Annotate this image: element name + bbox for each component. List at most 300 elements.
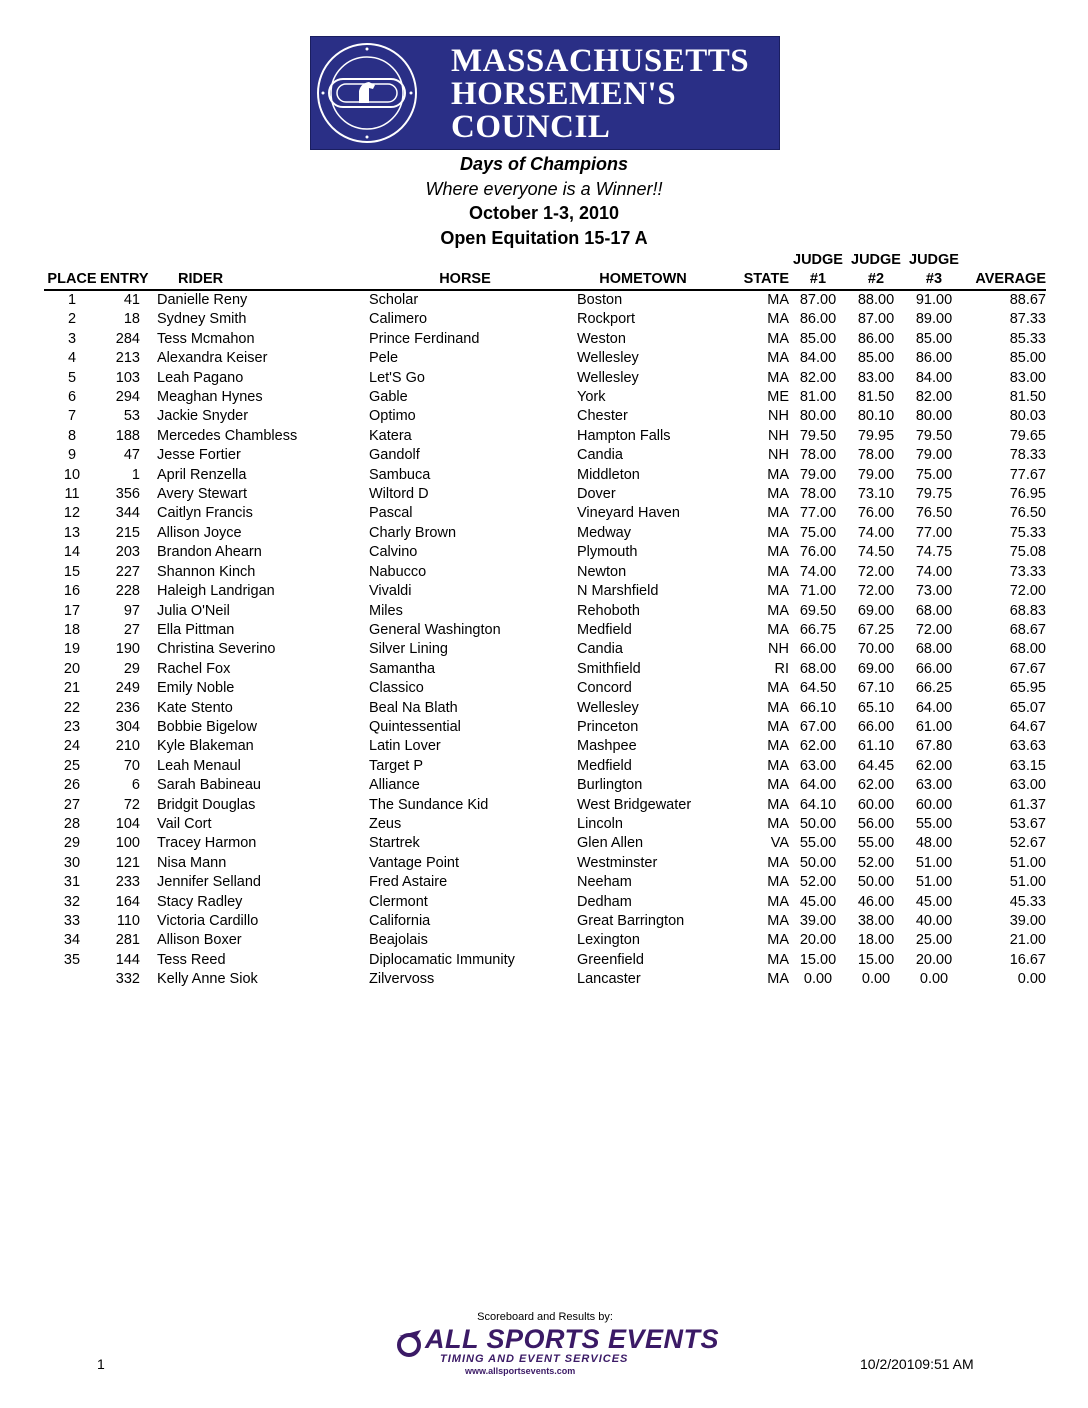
- judge-1-score: 79.00: [799, 466, 837, 483]
- average-score: 0.00: [1017, 971, 1046, 988]
- place-cell: 31: [63, 874, 81, 891]
- average-score: 21.00: [1009, 932, 1046, 949]
- place-cell: 5: [67, 369, 77, 386]
- judge-2-score: 87.00: [857, 311, 895, 328]
- rider-cell: Jesse Fortier: [157, 447, 241, 464]
- average-score: 75.08: [1009, 544, 1046, 561]
- average-score: 39.00: [1009, 913, 1046, 929]
- table-row: [44, 737, 1046, 756]
- average-score: 83.00: [1009, 369, 1046, 386]
- place-cell: 2: [67, 311, 77, 328]
- entry-cell: 203: [115, 544, 140, 561]
- average-score: 63.15: [1009, 757, 1046, 774]
- place-cell: 14: [63, 544, 81, 561]
- page-number: 1: [97, 1356, 105, 1372]
- table-row: [44, 621, 1046, 640]
- council-banner: [310, 36, 780, 150]
- state-cell: MA: [767, 369, 789, 386]
- rider-cell: Leah Menaul: [157, 757, 241, 774]
- rider-cell: Bridgit Douglas: [157, 796, 256, 813]
- hometown-cell: Concord: [577, 680, 632, 697]
- horse-cell: Wiltord D: [369, 486, 429, 503]
- average-score: 76.50: [1009, 505, 1046, 522]
- rider-cell: Brandon Ahearn: [157, 544, 262, 561]
- judge-1-score: 79.50: [799, 427, 837, 444]
- rider-cell: Shannon Kinch: [157, 563, 256, 580]
- col-horse: HORSE: [361, 270, 569, 290]
- rider-cell: Ella Pittman: [157, 621, 235, 638]
- horse-cell: Pele: [369, 350, 399, 367]
- hometown-cell: Wellesley: [577, 369, 639, 386]
- judge-3-score: 85.00: [915, 330, 953, 347]
- horse-cell: Gable: [369, 389, 408, 406]
- hometown-cell: Burlington: [577, 777, 643, 794]
- entry-cell: 110: [116, 913, 140, 929]
- table-row: [44, 776, 1046, 795]
- judge-1-score: 39.00: [799, 913, 837, 929]
- average-score: 85.00: [1009, 350, 1046, 367]
- horse-cell: Silver Lining: [369, 641, 448, 658]
- judge-2-score: 74.50: [857, 544, 895, 561]
- average-score: 63.63: [1009, 738, 1046, 755]
- average-score: 61.37: [1009, 796, 1046, 813]
- judge-3-score: 74.75: [915, 544, 953, 561]
- rider-cell: Rachel Fox: [157, 660, 231, 677]
- place-cell: 12: [63, 505, 81, 522]
- judge-1-score: 85.00: [799, 330, 837, 347]
- judge-2-score: 88.00: [857, 292, 895, 308]
- table-row: [44, 854, 1046, 873]
- average-score: 88.67: [1009, 292, 1046, 308]
- entry-cell: 103: [115, 369, 140, 386]
- judge-2-score: 56.00: [857, 815, 895, 832]
- judge-3-score: 67.80: [915, 738, 953, 755]
- horse-cell: Clermont: [369, 893, 428, 910]
- table-row: [44, 543, 1046, 562]
- horse-cell: Classico: [369, 680, 424, 697]
- banner-line-1: MASSACHUSETTS: [451, 43, 750, 79]
- judge-3-score: 40.00: [915, 913, 953, 929]
- rider-cell: Allison Boxer: [157, 932, 242, 949]
- hometown-cell: Neeham: [577, 874, 632, 891]
- col-judge-2-label: JUDGE: [851, 252, 901, 268]
- place-cell: 28: [63, 815, 81, 832]
- average-score: 78.33: [1009, 447, 1046, 464]
- entry-cell: 1: [131, 466, 140, 483]
- hometown-cell: Plymouth: [577, 544, 638, 561]
- state-cell: MA: [767, 874, 789, 891]
- judge-2-score: 78.00: [857, 447, 895, 464]
- horse-cell: Target P: [369, 757, 423, 774]
- average-score: 68.67: [1009, 621, 1046, 638]
- entry-cell: 190: [115, 641, 140, 658]
- horse-cell: Calvino: [369, 544, 418, 561]
- judge-1-score: 71.00: [799, 583, 837, 600]
- judge-1-score: 76.00: [799, 544, 837, 561]
- rider-cell: April Renzella: [157, 466, 247, 483]
- horse-cell: Sambuca: [369, 466, 431, 483]
- horse-cell: Alliance: [369, 777, 420, 794]
- logo-url: www.allsportsevents.com: [465, 1366, 576, 1376]
- table-row: [44, 427, 1046, 446]
- judge-3-score: 45.00: [915, 893, 953, 910]
- place-cell: 19: [63, 641, 81, 658]
- scoreboard-credit: Scoreboard and Results by:: [477, 1311, 613, 1323]
- col-entry: ENTRY: [100, 270, 148, 290]
- rider-cell: Bobbie Bigelow: [157, 718, 257, 735]
- col-judge-1: #1: [789, 270, 847, 290]
- table-row: [44, 407, 1046, 426]
- document-titles: [0, 152, 1088, 250]
- state-cell: MA: [767, 913, 789, 929]
- judge-2-score: 85.00: [857, 350, 895, 367]
- table-row: [44, 466, 1046, 485]
- horse-cell: Miles: [369, 602, 403, 619]
- judge-3-score: 66.25: [915, 680, 953, 697]
- judge-3-score: 0.00: [919, 971, 949, 988]
- judge-2-score: 62.00: [857, 777, 895, 794]
- rider-cell: Leah Pagano: [157, 369, 244, 386]
- average-score: 65.95: [1009, 680, 1046, 697]
- judge-1-score: 62.00: [799, 738, 837, 755]
- horse-cell: Vivaldi: [369, 583, 412, 600]
- table-row: [44, 602, 1046, 621]
- state-cell: MA: [767, 796, 789, 813]
- horse-cell: Diplocamatic Immunity: [369, 951, 515, 968]
- place-cell: 22: [63, 699, 81, 716]
- hometown-cell: Middleton: [577, 466, 640, 483]
- place-cell: 6: [67, 389, 77, 406]
- logo-tagline: TIMING AND EVENT SERVICES: [440, 1353, 629, 1365]
- horse-cell: Beajolais: [369, 932, 428, 949]
- col-state: STATE: [717, 270, 789, 290]
- horse-cell: Calimero: [369, 311, 428, 328]
- table-row: [44, 310, 1046, 329]
- judge-2-score: 80.10: [857, 408, 895, 425]
- average-score: 75.33: [1009, 524, 1046, 541]
- hometown-cell: Candia: [577, 447, 623, 464]
- judge-1-score: 78.00: [799, 486, 837, 503]
- place-cell: 21: [63, 680, 81, 697]
- judge-1-score: 77.00: [799, 505, 837, 522]
- hometown-cell: Smithfield: [577, 660, 641, 677]
- table-row: [44, 290, 1046, 310]
- entry-cell: 144: [115, 951, 140, 968]
- hometown-cell: Medway: [577, 524, 631, 541]
- entry-cell: 97: [123, 602, 140, 619]
- hometown-cell: Lincoln: [577, 815, 623, 832]
- judge-3-score: 79.75: [915, 486, 953, 503]
- average-score: 16.67: [1009, 951, 1046, 968]
- horse-cell: Startrek: [369, 835, 420, 852]
- place-cell: 30: [63, 854, 81, 871]
- horse-cell: Charly Brown: [369, 524, 457, 541]
- entry-cell: 249: [115, 680, 140, 697]
- horse-cell: Fred Astaire: [369, 874, 448, 891]
- average-score: 76.95: [1009, 486, 1046, 503]
- horse-cell: Prince Ferdinand: [369, 330, 480, 347]
- judge-1-score: 52.00: [799, 874, 837, 891]
- judge-3-score: 79.50: [915, 427, 953, 444]
- col-judge-3-label: JUDGE: [909, 252, 959, 268]
- header-row-judges: [44, 251, 1046, 270]
- judge-1-score: 64.00: [799, 777, 837, 794]
- place-cell: 25: [63, 757, 81, 774]
- place-cell: 7: [67, 408, 77, 425]
- horse-cell: Vantage Point: [369, 854, 460, 871]
- entry-cell: 41: [123, 292, 140, 308]
- table-row: [44, 951, 1046, 970]
- state-cell: MA: [767, 466, 789, 483]
- judge-1-score: 69.50: [799, 602, 837, 619]
- entry-cell: 27: [123, 621, 140, 638]
- judge-2-score: 69.00: [857, 602, 895, 619]
- judge-3-score: 20.00: [915, 951, 953, 968]
- entry-cell: 210: [115, 738, 140, 755]
- hometown-cell: Rehoboth: [577, 602, 640, 619]
- rider-cell: Tracey Harmon: [157, 835, 257, 852]
- entry-cell: 332: [115, 971, 140, 988]
- state-cell: MA: [767, 854, 789, 871]
- banner-line-2: HORSEMEN'S: [451, 76, 677, 112]
- table-row: [44, 660, 1046, 679]
- state-cell: MA: [767, 330, 789, 347]
- hometown-cell: West Bridgewater: [577, 796, 692, 813]
- judge-1-score: 63.00: [799, 757, 837, 774]
- place-cell: 1: [67, 292, 77, 308]
- judge-2-score: 86.00: [857, 330, 895, 347]
- horse-cell: Zilvervoss: [369, 971, 435, 988]
- average-score: 67.67: [1009, 660, 1046, 677]
- state-cell: MA: [767, 738, 789, 755]
- average-score: 53.67: [1009, 815, 1046, 832]
- judge-2-score: 38.00: [857, 913, 895, 929]
- rider-cell: Vail Cort: [157, 815, 212, 832]
- table-row: [44, 485, 1046, 504]
- print-timestamp: 10/2/20109:51 AM: [860, 1356, 974, 1372]
- judge-1-score: 66.00: [799, 641, 837, 658]
- entry-cell: 304: [115, 718, 140, 735]
- judge-2-score: 64.45: [857, 757, 895, 774]
- judge-2-score: 70.00: [857, 641, 895, 658]
- place-cell: 32: [63, 893, 81, 910]
- hometown-cell: Greenfield: [577, 951, 644, 968]
- rider-cell: Alexandra Keiser: [157, 350, 268, 367]
- place-cell: 34: [63, 932, 81, 949]
- judge-2-score: 46.00: [857, 893, 895, 910]
- judge-3-score: 74.00: [915, 563, 953, 580]
- results-table: [44, 251, 1046, 990]
- judge-3-score: 68.00: [915, 602, 953, 619]
- place-cell: 13: [63, 524, 81, 541]
- hometown-cell: Chester: [577, 408, 628, 425]
- average-score: 65.07: [1009, 699, 1046, 716]
- rider-cell: Kate Stento: [157, 699, 233, 716]
- hometown-cell: Glen Allen: [577, 835, 644, 852]
- entry-cell: 344: [115, 505, 140, 522]
- table-row: [44, 563, 1046, 582]
- table-row: [44, 970, 1046, 989]
- judge-1-score: 67.00: [799, 718, 837, 735]
- judge-1-score: 55.00: [799, 835, 837, 852]
- entry-cell: 72: [123, 796, 140, 813]
- judge-1-score: 15.00: [799, 951, 837, 968]
- entry-cell: 18: [123, 311, 140, 328]
- entry-cell: 227: [115, 563, 140, 580]
- judge-3-score: 63.00: [915, 777, 953, 794]
- state-cell: MA: [767, 292, 789, 308]
- state-cell: NH: [768, 427, 789, 444]
- judge-2-score: 72.00: [857, 563, 895, 580]
- judge-3-score: 73.00: [915, 583, 953, 600]
- judge-3-score: 66.00: [915, 660, 953, 677]
- average-score: 79.65: [1009, 427, 1046, 444]
- col-judge-3: #3: [905, 270, 963, 290]
- col-place: PLACE: [44, 270, 100, 290]
- swoosh-icon: [395, 1328, 427, 1358]
- hometown-cell: Medfield: [577, 757, 632, 774]
- entry-cell: 281: [115, 932, 140, 949]
- judge-2-score: 79.95: [857, 427, 895, 444]
- table-row: [44, 582, 1046, 601]
- hometown-cell: N Marshfield: [577, 583, 659, 600]
- banner-line-3: COUNCIL: [451, 109, 611, 145]
- average-score: 64.67: [1009, 718, 1046, 735]
- judge-3-score: 84.00: [915, 369, 953, 386]
- judge-1-score: 81.00: [799, 389, 837, 406]
- horse-cell: Nabucco: [369, 563, 427, 580]
- judge-1-score: 50.00: [799, 854, 837, 871]
- judge-3-score: 55.00: [915, 815, 953, 832]
- judge-2-score: 69.00: [857, 660, 895, 677]
- class-name: Open Equitation 15-17 A: [440, 227, 648, 248]
- place-cell: 11: [64, 486, 80, 503]
- entry-cell: 188: [115, 427, 140, 444]
- horse-cell: California: [369, 913, 431, 929]
- entry-cell: 104: [115, 815, 140, 832]
- judge-2-score: 83.00: [857, 369, 895, 386]
- event-title: Days of Champions: [459, 154, 629, 174]
- horse-cell: Katera: [369, 427, 412, 444]
- rider-cell: Avery Stewart: [157, 486, 247, 503]
- table-row: [44, 757, 1046, 776]
- banner-title: [451, 45, 749, 144]
- place-cell: 16: [63, 583, 81, 600]
- entry-cell: 236: [115, 699, 140, 716]
- horse-cell: Gandolf: [369, 447, 420, 464]
- table-row: [44, 504, 1046, 523]
- state-cell: MA: [767, 699, 789, 716]
- place-cell: 20: [63, 660, 81, 677]
- entry-cell: 6: [131, 777, 140, 794]
- horse-cell: General Washington: [369, 621, 501, 638]
- entry-cell: 215: [115, 524, 140, 541]
- col-average: AVERAGE: [963, 270, 1046, 290]
- hometown-cell: Boston: [577, 292, 623, 308]
- rider-cell: Tess Reed: [157, 951, 226, 968]
- average-score: 87.33: [1009, 311, 1046, 328]
- entry-cell: 213: [115, 350, 140, 367]
- state-cell: MA: [767, 718, 789, 735]
- judge-1-score: 84.00: [799, 350, 837, 367]
- place-cell: 4: [67, 350, 77, 367]
- header-row: [44, 270, 1046, 290]
- judge-1-score: 78.00: [799, 447, 837, 464]
- judge-2-score: 76.00: [857, 505, 895, 522]
- judge-3-score: 75.00: [915, 466, 953, 483]
- place-cell: 15: [63, 563, 81, 580]
- hometown-cell: York: [577, 389, 606, 406]
- place-cell: 33: [63, 913, 81, 929]
- judge-1-score: 68.00: [799, 660, 837, 677]
- horse-cell: Scholar: [369, 292, 419, 308]
- hometown-cell: Great Barrington: [577, 913, 685, 929]
- entry-cell: 356: [115, 486, 140, 503]
- table-row: [44, 873, 1046, 892]
- judge-2-score: 81.50: [857, 389, 895, 406]
- judge-2-score: 18.00: [857, 932, 895, 949]
- table-row: [44, 679, 1046, 698]
- place-cell: 17: [63, 602, 81, 619]
- judge-1-score: 45.00: [799, 893, 837, 910]
- average-score: 63.00: [1009, 777, 1046, 794]
- place-cell: 18: [63, 621, 81, 638]
- judge-3-score: 76.50: [915, 505, 953, 522]
- place-cell: 10: [63, 466, 81, 483]
- judge-2-score: 0.00: [861, 971, 891, 988]
- judge-2-score: 79.00: [857, 466, 895, 483]
- state-cell: MA: [767, 951, 789, 968]
- rider-cell: Sydney Smith: [157, 311, 247, 328]
- hometown-cell: Hampton Falls: [577, 427, 671, 444]
- hometown-cell: Newton: [577, 563, 627, 580]
- judge-1-score: 64.10: [799, 796, 837, 813]
- entry-cell: 53: [123, 408, 140, 425]
- table-row: [44, 349, 1046, 368]
- judge-3-score: 79.00: [915, 447, 953, 464]
- state-cell: MA: [767, 932, 789, 949]
- hometown-cell: Princeton: [577, 718, 639, 735]
- judge-3-score: 62.00: [915, 757, 953, 774]
- average-score: 80.03: [1009, 408, 1046, 425]
- hometown-cell: Vineyard Haven: [577, 505, 680, 522]
- logo-name: ALL SPORTS EVENTS: [425, 1324, 720, 1354]
- rider-cell: Kelly Anne Siok: [157, 971, 258, 988]
- state-cell: RI: [774, 660, 789, 677]
- entry-cell: 100: [115, 835, 140, 852]
- judge-2-score: 72.00: [857, 583, 895, 600]
- entry-cell: 233: [115, 874, 140, 891]
- horse-cell: Optimo: [369, 408, 416, 425]
- average-score: 68.00: [1009, 641, 1046, 658]
- judge-3-score: 64.00: [915, 699, 953, 716]
- judge-1-score: 87.00: [799, 292, 837, 308]
- place-cell: 8: [67, 427, 77, 444]
- state-cell: NH: [768, 641, 789, 658]
- rider-cell: Kyle Blakeman: [157, 738, 254, 755]
- place-cell: 24: [63, 738, 81, 755]
- rider-cell: Stacy Radley: [157, 893, 243, 910]
- judge-3-score: 82.00: [915, 389, 953, 406]
- rider-cell: Caitlyn Francis: [157, 505, 253, 522]
- table-row: [44, 893, 1046, 912]
- place-cell: 29: [63, 835, 81, 852]
- average-score: 81.50: [1009, 389, 1046, 406]
- rider-cell: Haleigh Landrigan: [157, 583, 275, 600]
- horse-cell: Quintessential: [369, 718, 461, 735]
- place-cell: 27: [63, 796, 81, 813]
- state-cell: MA: [767, 893, 789, 910]
